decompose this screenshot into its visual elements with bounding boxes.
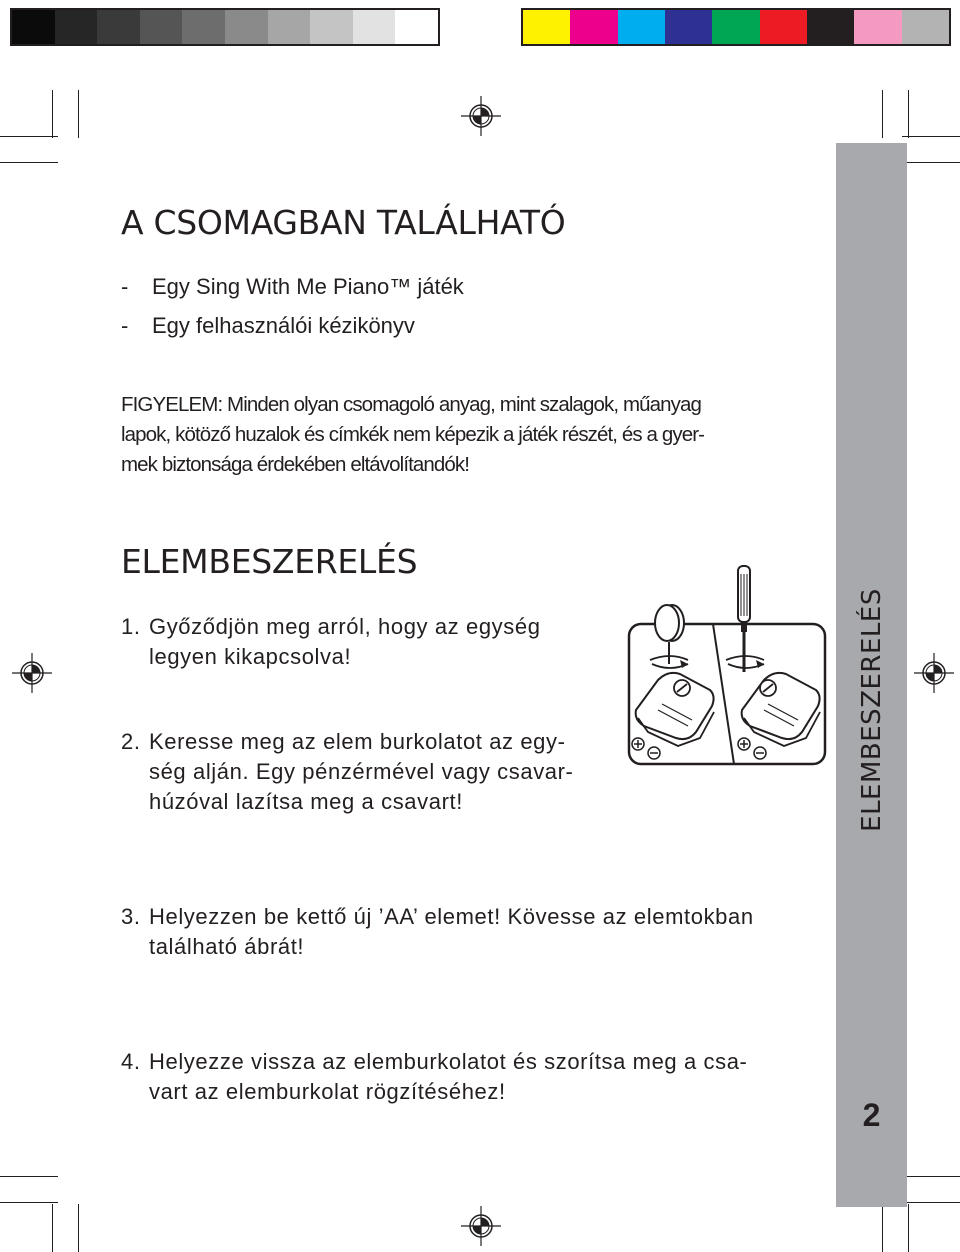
warning-paragraph: FIGYELEM: Minden olyan csomagoló anyag, mint szalagok, műanyag lapok, kötöző huzalok és címkék nem képezik a játék részét, és a gyer- mek biztonsága érdekében eltávolítandók!	[121, 393, 705, 476]
section-heading-battery-installation: ELEMBESZERELÉS	[121, 542, 418, 581]
registration-target-icon	[461, 1206, 501, 1246]
calibration-swatch	[12, 10, 55, 44]
calibration-swatch	[268, 10, 311, 44]
calibration-swatch	[523, 10, 570, 44]
registration-target-icon	[12, 653, 52, 693]
calibration-swatch	[807, 10, 854, 44]
registration-target-icon	[461, 96, 501, 136]
side-tab-label: ELEMBESZERELÉS	[856, 588, 887, 832]
page-number: 2	[862, 1097, 881, 1133]
calibration-swatch	[665, 10, 712, 44]
grayscale-calibration-bar	[10, 8, 440, 46]
calibration-swatch	[854, 10, 901, 44]
battery-cover-illustration	[618, 560, 834, 770]
calibration-swatch	[97, 10, 140, 44]
polarity-plus-icon	[632, 738, 644, 750]
battery-cover-right	[742, 673, 820, 746]
calibration-swatch	[353, 10, 396, 44]
calibration-swatch	[570, 10, 617, 44]
instruction-step-2: 2. Keresse meg az elem burkolatot az egy- ség alján. Egy pénzérmével vagy csavar- húzóval lazítsa meg a csavart!	[121, 729, 574, 814]
calibration-swatch	[55, 10, 98, 44]
list-item: - Egy Sing With Me Piano™ játék	[121, 274, 464, 299]
color-calibration-bar	[521, 8, 951, 46]
instruction-step-4: 4. Helyezze vissza az elemburkolatot és szorítsa meg a csa- vart az elemburkolat rögzítéséhez!	[121, 1049, 748, 1104]
calibration-swatch	[182, 10, 225, 44]
calibration-swatch	[395, 10, 438, 44]
instruction-step-1: 1. Győződjön meg arról, hogy az egység legyen kikapcsolva!	[121, 614, 541, 669]
registration-target-icon	[914, 653, 954, 693]
list-item: - Egy felhasználói kézikönyv	[121, 313, 415, 338]
calibration-swatch	[310, 10, 353, 44]
calibration-swatch	[225, 10, 268, 44]
calibration-swatch	[140, 10, 183, 44]
calibration-swatch	[618, 10, 665, 44]
section-heading-package-contents: A CSOMAGBAN TALÁLHATÓ	[121, 203, 566, 242]
polarity-plus-icon	[738, 738, 750, 750]
polarity-minus-icon	[648, 747, 660, 759]
calibration-swatch	[902, 10, 949, 44]
instruction-step-3: 3. Helyezzen be kettő új ’AA’ elemet! Kövesse az elemtokban található ábrát!	[121, 904, 754, 959]
calibration-swatch	[712, 10, 759, 44]
calibration-swatch	[760, 10, 807, 44]
battery-cover-left	[636, 673, 714, 746]
polarity-minus-icon	[754, 747, 766, 759]
